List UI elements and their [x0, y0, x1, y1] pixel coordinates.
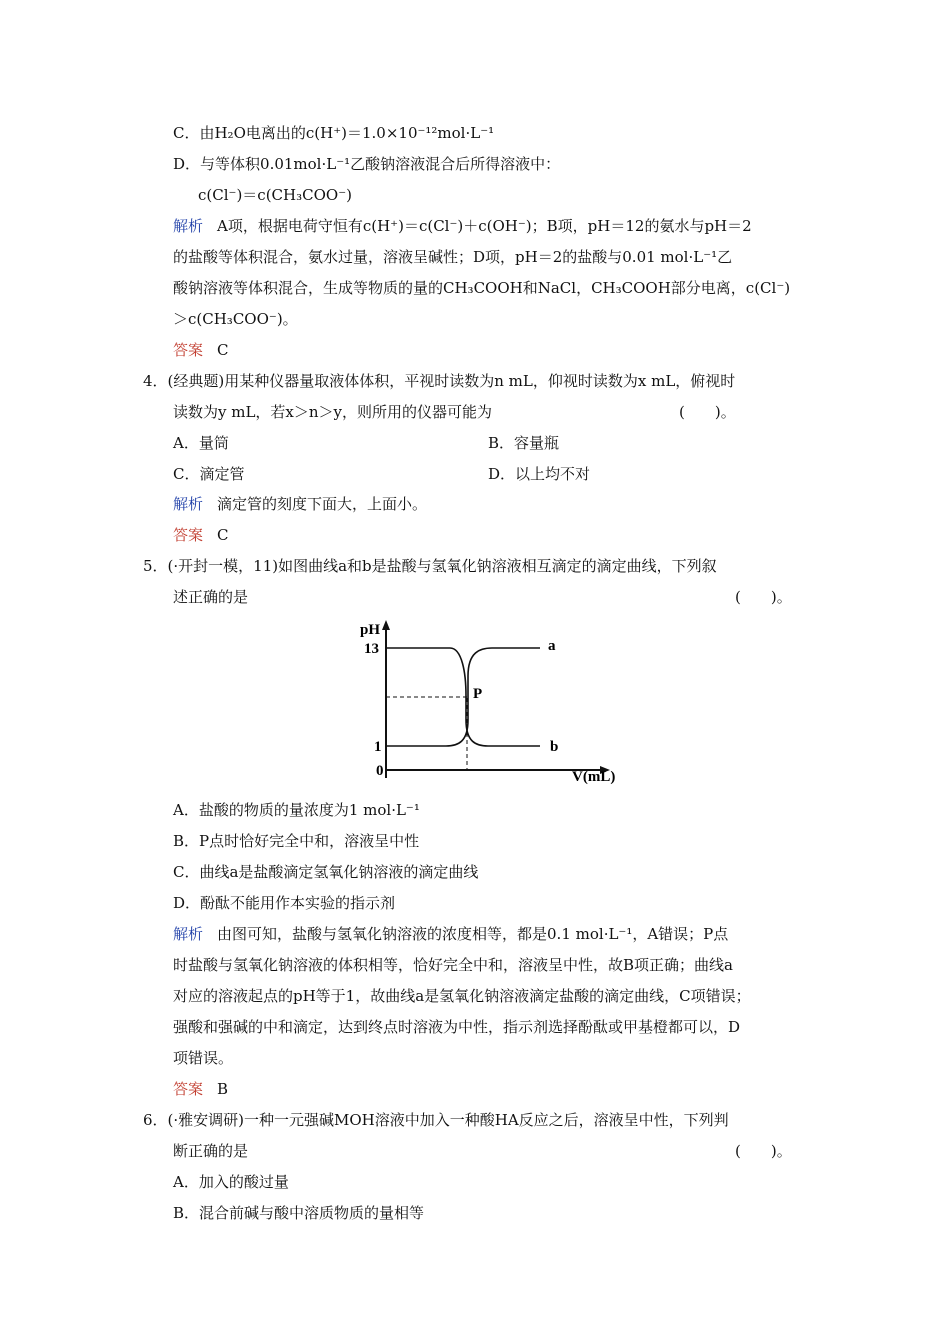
q5-stem-line-2: 述正确的是 — [173, 588, 249, 606]
explanation-tag: 解析 — [173, 217, 204, 235]
q6-option-b: B．混合前碱与酸中溶质物质的量相等 — [173, 1204, 425, 1222]
q3-explanation-line-4: ＞c(CH₃COO⁻)。 — [173, 310, 298, 328]
q4-option-c: C．滴定管 — [173, 465, 245, 483]
explanation-text: 滴定管的刻度下面大，上面小。 — [217, 495, 428, 513]
curve-b-left — [386, 648, 466, 698]
curve-b — [466, 698, 540, 746]
q6-stem-line-1: 6．(·雅安调研)一种一元强碱MOH溶液中加入一种酸HA反应之后，溶液呈中性，下列判 — [143, 1111, 729, 1129]
q5-explanation-line-2: 时盐酸与氢氧化钠溶液的体积相等，恰好完全中和，溶液呈中性，故B项正确；曲线a — [173, 956, 733, 974]
y-tick-1: 1 — [374, 739, 382, 755]
q5-answer — [173, 1079, 228, 1099]
explanation-tag: 解析 — [173, 925, 204, 943]
q5-explanation-line-5: 项错误。 — [173, 1049, 234, 1067]
q3-answer — [173, 340, 229, 360]
y-tick-13: 13 — [364, 641, 379, 657]
q5-explanation-line-4: 强酸和强碱的中和滴定，达到终点时溶液为中性，指示剂选择酚酞或甲基橙都可以，D — [173, 1018, 741, 1036]
q5-option-d: D．酚酞不能用作本实验的指示剂 — [173, 894, 396, 912]
q4-answer-blank: ( )。 — [679, 403, 736, 421]
q4-explanation — [173, 494, 427, 514]
answer-value: C — [217, 526, 229, 544]
answer-tag: 答案 — [173, 1080, 204, 1098]
curve-a-label: a — [548, 638, 556, 654]
explanation-text: 由图可知，盐酸与氢氧化钠溶液的浓度相等，都是0.1 mol·L⁻¹，A错误；P点 — [217, 925, 729, 943]
origin-label: 0 — [376, 763, 384, 779]
x-axis-label: V(mL) — [572, 769, 616, 785]
q6-stem-line-2: 断正确的是 — [173, 1142, 249, 1160]
curve-b-label: b — [550, 739, 559, 755]
point-p-label: P — [473, 686, 483, 702]
q4-answer — [173, 525, 229, 545]
curve-a-bottom — [386, 698, 468, 746]
q5-option-c: C．曲线a是盐酸滴定氢氧化钠溶液的滴定曲线 — [173, 863, 479, 881]
answer-tag: 答案 — [173, 526, 204, 544]
answer-value: C — [217, 341, 229, 359]
q3-option-c: C．由H₂O电离出的c(H⁺)＝1.0×10⁻¹²mol·L⁻¹ — [173, 124, 495, 142]
q4-stem-line-2: 读数为y mL，若x＞n＞y，则所用的仪器可能为 — [173, 403, 493, 421]
q5-explanation-line-1 — [173, 924, 728, 944]
q3-explanation-line-1 — [173, 216, 752, 236]
answer-tag: 答案 — [173, 341, 204, 359]
q6-answer-blank: ( )。 — [735, 1142, 792, 1160]
answer-value: B — [217, 1080, 229, 1098]
q5-answer-blank: ( )。 — [735, 588, 792, 606]
q4-option-b: B．容量瓶 — [488, 434, 560, 452]
q5-option-b: B．P点时恰好完全中和，溶液呈中性 — [173, 832, 420, 850]
explanation-text: A项，根据电荷守恒有c(H⁺)＝c(Cl⁻)＋c(OH⁻)；B项，pH＝12的氨水与pH＝2 — [217, 217, 752, 235]
explanation-tag: 解析 — [173, 495, 204, 513]
q4-option-a: A．量筒 — [173, 434, 229, 452]
q6-option-a: A．加入的酸过量 — [173, 1173, 289, 1191]
q4-stem-line-1: 4．(经典题)用某种仪器量取液体体积，平视时读数为n mL，仰视时读数为x mL，俯视时 — [143, 372, 736, 390]
q5-stem-line-1: 5．(·开封一模，11)如图曲线a和b是盐酸与氢氧化钠溶液相互滴定的滴定曲线，下列叙 — [143, 557, 717, 575]
q3-explanation-line-2: 的盐酸等体积混合，氨水过量，溶液呈碱性；D项，pH＝2的盐酸与0.01 mol·L⁻¹乙 — [173, 248, 733, 266]
q3-option-d: D．与等体积0.01mol·L⁻¹乙酸钠溶液混合后所得溶液中： — [173, 155, 561, 173]
q3-option-d-formula: c(Cl⁻)＝c(CH₃COO⁻) — [198, 186, 352, 204]
titration-curve-figure — [352, 618, 632, 788]
q4-option-d: D．以上均不对 — [488, 465, 591, 483]
q5-explanation-line-3: 对应的溶液起点的pH等于1，故曲线a是氢氧化钠溶液滴定盐酸的滴定曲线，C项错误； — [173, 987, 751, 1005]
q5-option-a: A．盐酸的物质的量浓度为1 mol·L⁻¹ — [173, 801, 420, 819]
y-axis-label: pH — [360, 622, 381, 638]
q3-explanation-line-3: 酸钠溶液等体积混合，生成等物质的量的CH₃COOH和NaCl，CH₃COOH部分电离，c(Cl⁻) — [173, 279, 791, 297]
y-axis-arrow-icon — [382, 620, 390, 630]
